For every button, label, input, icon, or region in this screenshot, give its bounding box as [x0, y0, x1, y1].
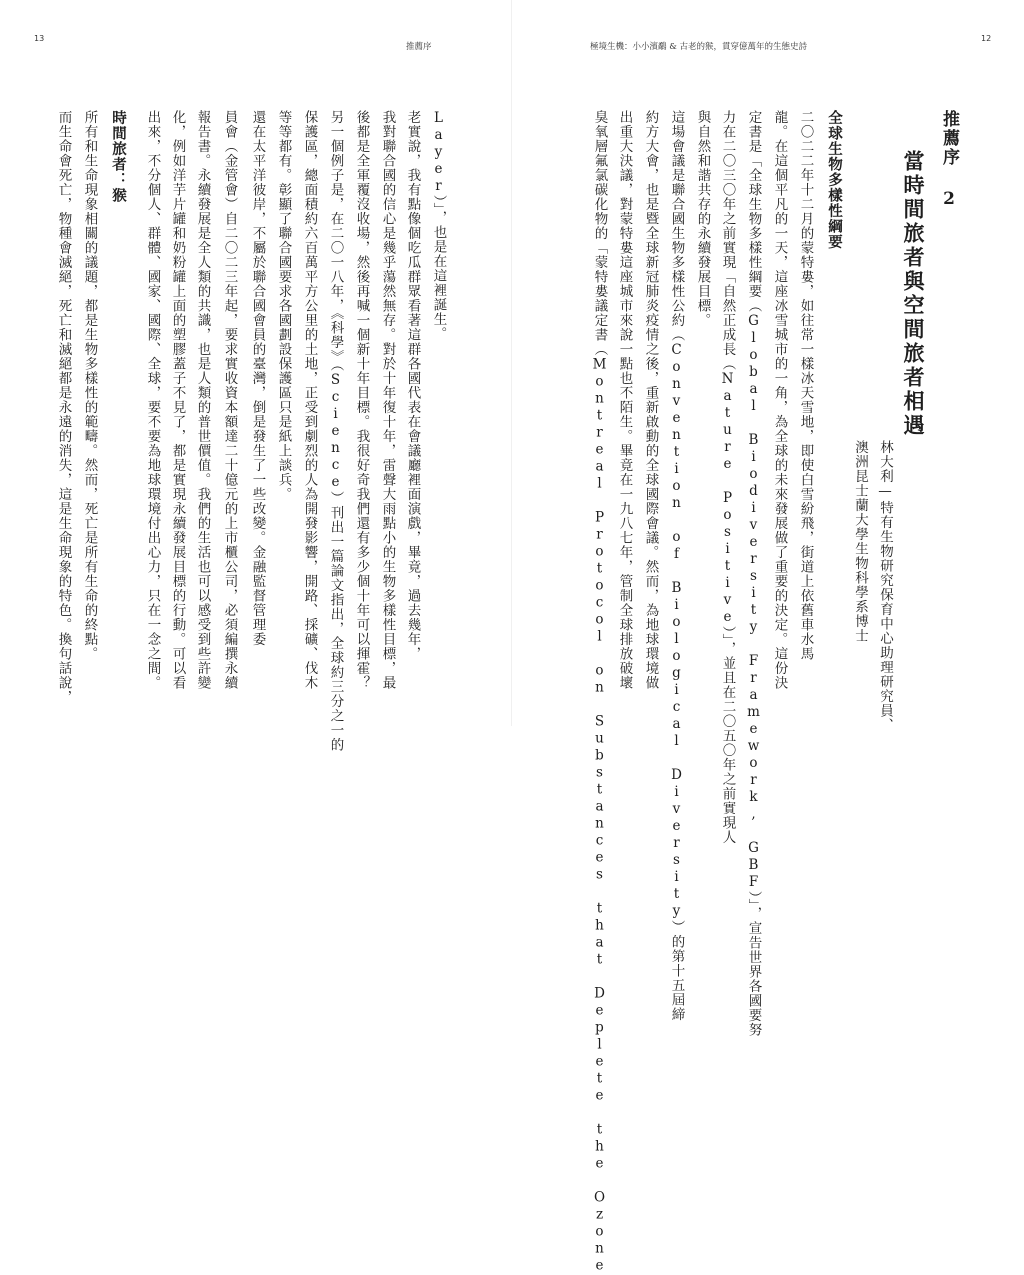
left-column-9: 等等都有。彰顯了聯合國要求各國劃設保護區只是紙上談兵。: [275, 110, 292, 502]
left-running-head: 推薦序: [406, 42, 432, 52]
left-column-8: 還在太平洋彼岸，不屬於聯合國會員的臺灣，倒是發生了一些改變。金融監督管理委: [249, 110, 266, 647]
right-column-5: 與自然和諧共存的永續發展目標。: [694, 110, 711, 328]
right-column-9: 臭氧層氟氯碳化物的「蒙特婁議定書（Montreal Protocol on Substances that Deplete the Ozone: [591, 110, 608, 1275]
author-affiliation-2: 澳洲昆士蘭大學生物科學系博士: [852, 440, 868, 643]
right-column-3: 定書是「全球生物多樣性綱要（Global Biodiversity Framework, GBF）」，宣告世界各國要努: [745, 110, 762, 1037]
left-column-4: 出來，不分個人、群體、國家、國際、全球，要不要為地球環境付出心力，只在一念之間。: [144, 110, 161, 690]
left-page-number: 13: [34, 34, 45, 43]
left-column-13: 我對聯合國的信心是幾乎蕩然無存。對於十年復十年，雷聲大雨點小的生物多樣性目標，最: [379, 110, 396, 690]
foreword-label: 推薦序 2: [939, 110, 959, 211]
right-column-2: 龍。在這個平凡的一天，這座冰雪城市的一角，為全球的未來發展做了重要的決定。這份決: [771, 110, 788, 690]
left-column-11: 另一個例子是，在二〇一八年，《科學》（Science）刊出一篇論文指出，全球約三分之一的: [327, 110, 344, 752]
left-column-1: 而生命會死亡，物種會滅絕，死亡和滅絕都是永遠的消失，這是生命現象的特色。換句話說，: [55, 110, 72, 705]
right-column-8: 出重大決議，對蒙特婁這座城市來說一點也不陌生。畢竟在一九八七年，管制全球排放破壞: [616, 110, 633, 690]
right-column-7: 約方大會，也是暨全球新冠肺炎疫情之後，重新啟動的全球國際會議。然而，為地球環境做: [642, 110, 659, 690]
right-section-heading: 全球生物多樣性綱要: [826, 110, 843, 250]
right-column-4: 力在二〇三〇年之前實現「自然正成長（Nature Positive）」，並且在二〇五〇年之前實現人: [719, 110, 736, 845]
left-column-6: 報告書。永續發展是全人類的共識，也是人類的普世價值。我們的生活也可以感受到些許變: [194, 110, 211, 690]
left-column-7: 員會（金管會）自二〇二三年起，要求實收資本額達二十億元的上市櫃公司，必須編撰永續: [221, 110, 238, 690]
left-column-15: Layer）」，也是在這裡誕生。: [430, 110, 447, 341]
right-running-head: 極境生機：小小濱鷸 & 古老的猴，貫穿億萬年的生態史詩: [590, 42, 807, 52]
left-subheading: 時間旅者：猴: [110, 110, 127, 203]
left-column-12: 後都是全軍覆沒收場，然後再喊一個新十年目標。我很好奇我們還有多少個十年可以揮霍？: [353, 110, 370, 690]
author-affiliation-1: 林大利—特有生物研究保育中心助理研究員、: [877, 440, 893, 733]
left-column-5: 化，例如洋芋片罐和奶粉罐上面的塑膠蓋子不見了，都是實現永續發展目標的行動。可以看: [169, 110, 186, 690]
left-column-10: 保護區，總面積約六百萬平方公里的土地，正受到劇烈的人為開發影響，開路、採礦、伐木: [301, 110, 318, 690]
right-column-6: 這場會議是聯合國生物多樣性公約（Convention of Biological Diversity）的第十五屆締: [668, 110, 685, 1022]
page-gutter: [511, 0, 512, 726]
right-page-number: 12: [981, 34, 992, 43]
left-column-14: 老實說，我有點像個吃瓜群眾看著這群各國代表在會議廳裡面演戲，畢竟，過去幾年，: [404, 110, 421, 661]
article-title: 當時間旅者與空間旅者相遇: [901, 150, 926, 438]
left-column-2: 所有和生命現象相關的議題，都是生物多樣性的範疇。然而，死亡是所有生命的終點。: [81, 110, 98, 661]
right-column-1: 二〇二二年十二月的蒙特婁，如往常一樣冰天雪地，即使白雪紛飛，街道上依舊車水馬: [797, 110, 814, 661]
